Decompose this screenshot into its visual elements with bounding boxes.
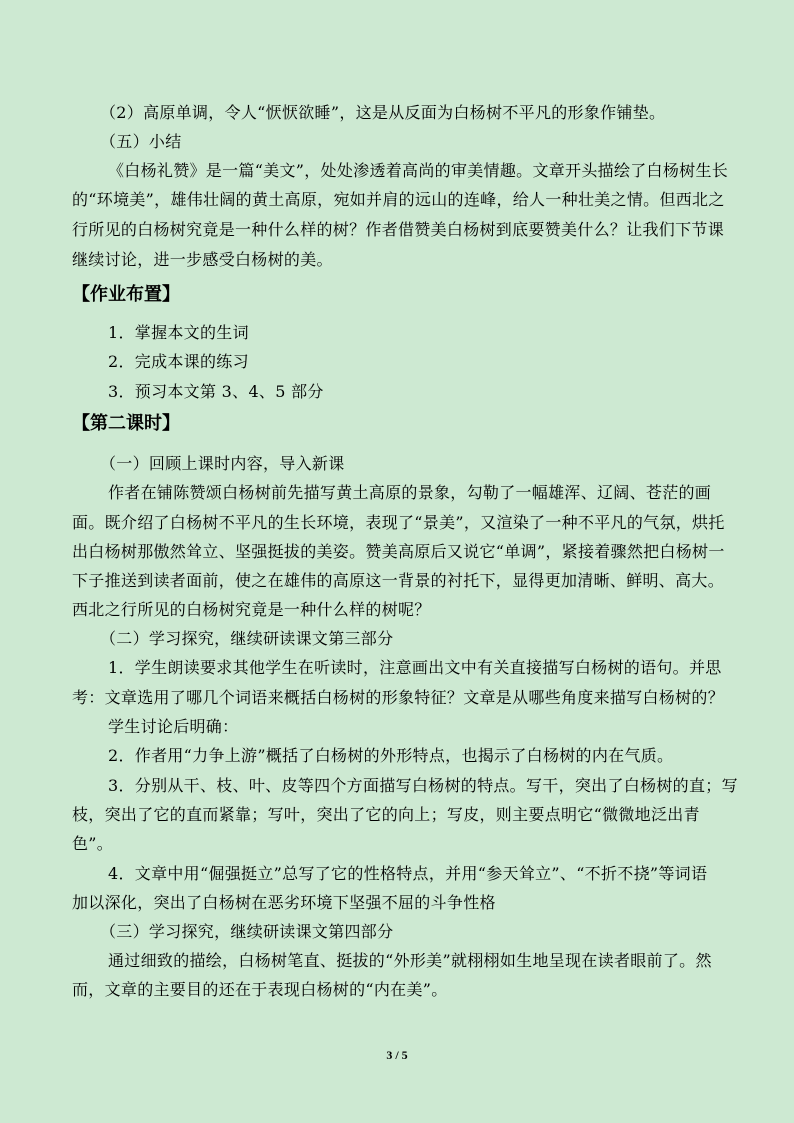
text-line: 考：文章选用了哪几个词语来概括白杨树的形象特征？文章是从哪些角度来描写白杨树的？ (72, 688, 725, 707)
text-line: 4．文章中用“倔强挺立”总写了它的性格特点，并用“参天耸立”、“不折不挠”等词语 (108, 864, 708, 883)
text-line: 3．分别从干、枝、叶、皮等四个方面描写白杨树的特点。写干，突出了白杨树的直；写 (108, 776, 738, 795)
text-line: 西北之行所见的白杨树究竟是一种什么样的树呢？ (72, 600, 431, 619)
text-line: 学生讨论后明确： (108, 717, 239, 736)
text-line: 作者在铺陈赞颂白杨树前先描写黄土高原的景象，勾勒了一幅雄浑、辽阔、苍茫的画 (108, 483, 712, 502)
text-line: 《白杨礼赞》是一篇“美文”，处处渗透着高尚的审美情趣。文章开头描绘了白杨树生长 (108, 161, 729, 180)
text-line: （2）高原单调，令人“恹恹欲睡”，这是从反面为白杨树不平凡的形象作铺垫。 (100, 103, 666, 122)
text-line: 加以深化，突出了白杨树在恶劣环境下坚强不屈的斗争性格 (72, 893, 496, 912)
section-heading-homework: 【作业布置】 (72, 284, 180, 305)
text-line: 行所见的白杨树究竟是一种什么样的树？作者借赞美白杨树到底要赞美什么？让我们下节课 (72, 220, 725, 239)
section-heading-second-lesson: 【第二课时】 (72, 413, 180, 434)
text-line: 继续讨论，进一步感受白杨树的美。 (72, 250, 333, 269)
text-line: 2．作者用“力争上游”概括了白杨树的外形特点，也揭示了白杨树的内在气质。 (108, 746, 674, 765)
section-subtitle: （一）回顾上课时内容，导入新课 (100, 454, 345, 473)
list-item: 1．掌握本文的生词 (108, 323, 249, 342)
list-item: 2．完成本课的练习 (108, 352, 249, 371)
section-subtitle: （五）小结 (100, 132, 182, 151)
text-line: 面。既介绍了白杨树不平凡的生长环境，表现了“景美”，又渲染了一种不平凡的气氛，烘托 (72, 513, 725, 532)
section-subtitle: （二）学习探究，继续研读课文第三部分 (100, 629, 394, 648)
text-line: 出白杨树那傲然耸立、坚强挺拔的美姿。赞美高原后又说它“单调”，紧接着骤然把白杨树一 (72, 542, 725, 561)
text-line: 色”。 (72, 834, 114, 853)
text-line: 通过细致的描绘，白杨树笔直、挺拔的“外形美”就栩栩如生地呈现在读者眼前了。然 (108, 951, 712, 970)
text-line: 而，文章的主要目的还在于表现白杨树的“内在美”。 (72, 980, 448, 999)
list-item: 3．预习本文第 3、4、5 部分 (108, 382, 324, 401)
text-line: 1．学生朗读要求其他学生在听读时，注意画出文中有关直接描写白杨树的语句。并思 (108, 658, 722, 677)
page-number: 3 / 5 (386, 1048, 408, 1062)
text-line: 下子推送到读者面前，使之在雄伟的高原这一背景的衬托下，显得更加清晰、鲜明、高大。 (72, 571, 725, 590)
section-subtitle: （三）学习探究，继续研读课文第四部分 (100, 922, 394, 941)
text-line: 枝，突出了它的直而紧靠；写叶，突出了它的向上；写皮，则主要点明它“微微地泛出青 (72, 805, 700, 824)
text-line: 的“环境美”，雄伟壮阔的黄土高原，宛如并肩的远山的连峰，给人一种壮美之情。但西北之 (72, 190, 725, 209)
